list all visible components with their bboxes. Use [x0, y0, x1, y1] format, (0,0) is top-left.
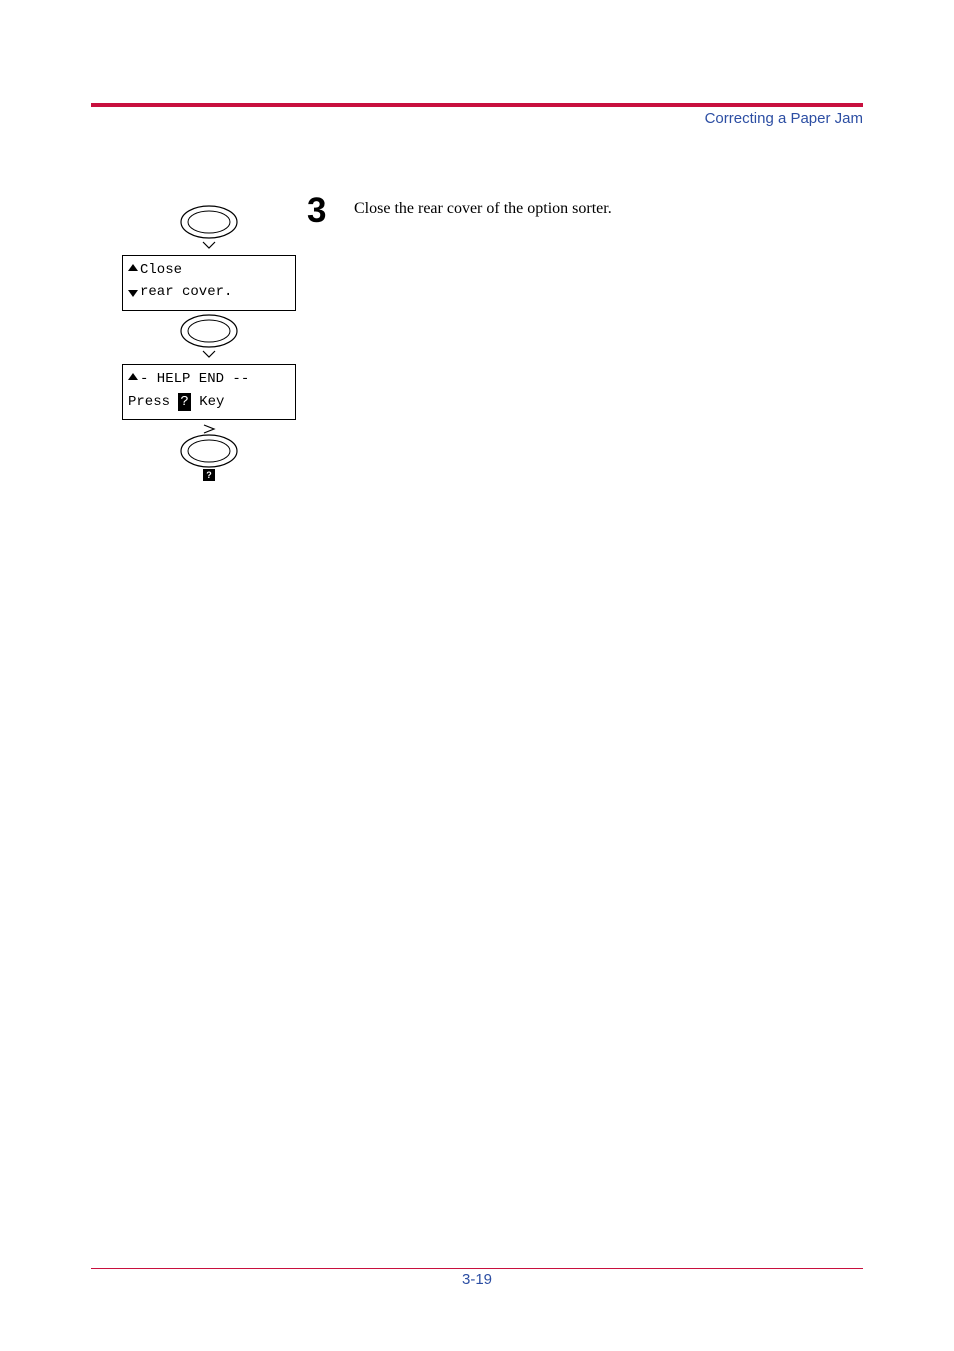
page-number: 3-19 [461, 1271, 493, 1288]
lcd-line-2: rear cover. [128, 284, 232, 300]
panel-key-top [181, 206, 237, 238]
footer-rule [91, 1268, 863, 1269]
lcd-line-2: Press ? Key [128, 394, 225, 410]
down-chevron-icon [203, 351, 215, 357]
lcd-display-close-rear-cover [122, 255, 296, 311]
down-chevron-icon [203, 242, 215, 248]
panel-key-middle [181, 315, 237, 347]
up-arrow-icon [128, 373, 138, 380]
help-key-icon: ? [180, 394, 189, 410]
header-title: Correcting a Paper Jam [704, 110, 863, 127]
step-number: 3 [307, 191, 327, 230]
lcd-line-1: - HELP END -- [128, 371, 249, 387]
help-key-label: ? [203, 469, 215, 481]
panel-key-help [181, 435, 237, 467]
right-chevron-icon [204, 425, 214, 433]
lcd-line-1: Close [128, 262, 182, 278]
step-instruction: Close the rear cover of the option sorter. [354, 200, 612, 217]
down-arrow-icon [128, 290, 138, 297]
lcd-display-help-end [122, 364, 296, 420]
up-arrow-icon [128, 264, 138, 271]
